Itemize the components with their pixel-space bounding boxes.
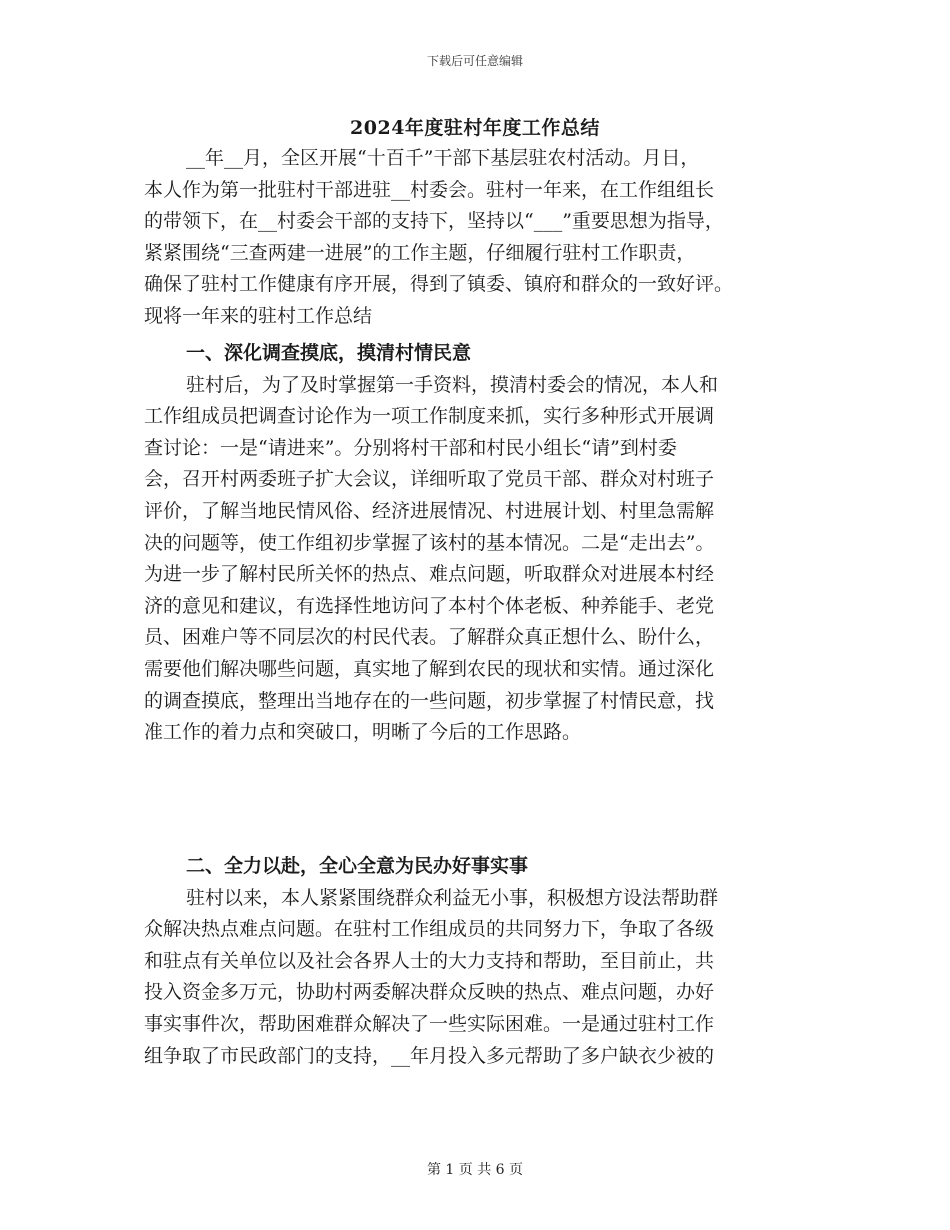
intro-line: __年__月，全区开展“十百千”干部下基层驻农村活动。月日，: [186, 147, 700, 169]
section-1-line: 驻村后，为了及时掌握第一手资料，摸清村委会的情况，本人和: [186, 373, 719, 396]
section-1-line: 工作组成员把调查讨论作为一项工作制度来抓，实行多种形式开展调: [144, 405, 715, 428]
section-1-heading: 一、深化调查摸底，摸清村情民意: [186, 342, 472, 364]
section-1-line: 会，召开村两委班子扩大会议，详细听取了党员干部、群众对村班子: [144, 468, 715, 491]
section-2: [144, 851, 844, 1072]
section-1-line: 的调查摸底，整理出当地存在的一些问题，初步掌握了村情民意，找: [144, 689, 715, 712]
document-title: 2024年度驻村年度工作总结: [350, 117, 600, 139]
section-1-line: 为进一步了解村民所关怀的热点、难点问题，听取群众对进展本村经: [144, 563, 715, 586]
intro-paragraph: [144, 143, 844, 333]
section-1-line: 济的意见和建议，有选择性地访问了本村个体老板、种养能手、老党: [144, 594, 715, 617]
page-number: 第 1 页 共 6 页: [426, 1162, 524, 1178]
section-2-line: 事实事件次，帮助困难群众解决了一些实际困难。一是通过驻村工作: [144, 1012, 715, 1035]
section-1: [144, 338, 844, 749]
section-1-line: 决的问题等，使工作组初步掌握了该村的基本情况。二是“走出去”。: [144, 531, 715, 554]
section-1-line: 查讨论：一是“请进来”。分别将村干部和村民小组长“请”到村委: [144, 436, 677, 459]
section-1-line: 评价，了解当地民情风俗、经济进展情况、村进展计划、村里急需解: [144, 499, 715, 522]
section-1-line: 需要他们解决哪些问题，真实地了解到农民的现状和实情。通过深化: [144, 657, 715, 680]
section-1-line: 准工作的着力点和突破口，明晰了今后的工作思路。: [144, 721, 582, 744]
intro-line: 现将一年来的驻村工作总结: [144, 304, 373, 327]
section-1-line: 员、困难户等不同层次的村民代表。了解群众真正想什么、盼什么，: [144, 626, 715, 649]
section-2-line: 组争取了市民政部门的支持，__年月投入多元帮助了多户缺衣少被的: [144, 1044, 715, 1067]
page-header: 下载后可任意编辑: [426, 54, 523, 68]
intro-line: 本人作为第一批驻村干部进驻__村委会。驻村一年来，在工作组组长: [144, 178, 715, 201]
intro-line: 的带领下，在__村委会干部的支持下，坚持以“___”重要思想为指导，: [144, 210, 724, 233]
section-2-line: 众解决热点难点问题。在驻村工作组成员的共同努力下，争取了各级: [144, 918, 715, 941]
intro-line: 确保了驻村工作健康有序开展，得到了镇委、镇府和群众的一致好评。: [144, 273, 734, 296]
intro-line: 紧紧围绕“三查两建一进展”的工作主题，仔细履行驻村工作职责，: [144, 241, 696, 264]
section-2-heading: 二、全力以赴，全心全意为民办好事实事: [186, 855, 529, 877]
section-2-line: 驻村以来，本人紧紧围绕群众利益无小事，积极想方设法帮助群: [186, 886, 719, 909]
section-2-line: 和驻点有关单位以及社会各界人士的大力支持和帮助，至目前止，共: [144, 949, 715, 972]
section-2-line: 投入资金多万元，协助村两委解决群众反映的热点、难点问题，办好: [144, 981, 715, 1004]
